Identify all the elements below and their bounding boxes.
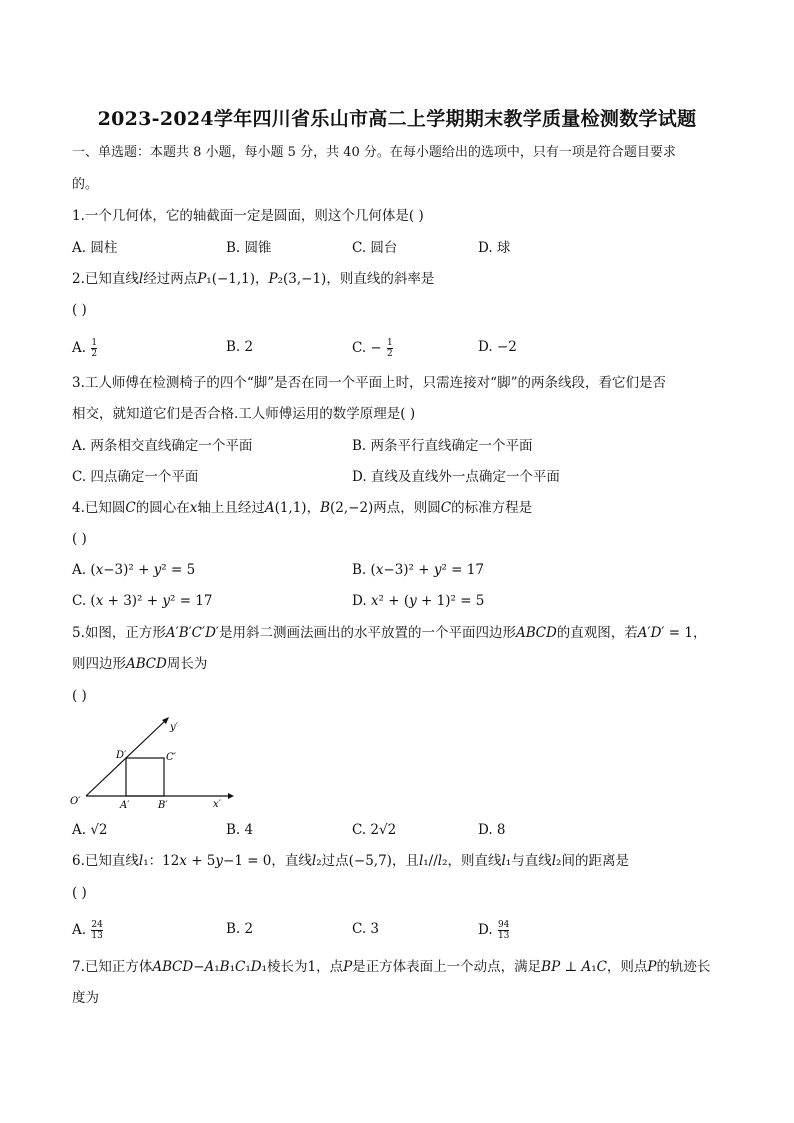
numerator: 1 (91, 338, 98, 348)
q7-stem-line1: 7.已知正方体𝐴𝐵𝐶𝐷−𝐴₁𝐵₁𝐶₁𝐷₁棱长为1，点𝑃是正方体表面上一个动点，满足𝐵𝑃 ⊥ 𝐴₁𝐶，则点𝑃的轨迹长 (72, 959, 711, 975)
q2-option-c (352, 338, 394, 359)
section-instructions-line1: 一、单选题：本题共 8 小题，每小题 5 分，共 40 分。在每小题给出的选项中，只有一项是符合题目要求 (72, 145, 676, 160)
q1-option-d: D. 球 (478, 240, 511, 256)
x-axis-arrow (228, 793, 234, 799)
q5-option-a: A. √2 (72, 822, 108, 838)
numerator: 24 (91, 920, 103, 930)
oblique-axes-diagram (68, 714, 238, 814)
label-c: C′ (166, 752, 176, 763)
label-b: B′ (158, 800, 168, 811)
q7-stem-line2: 度为 (72, 990, 99, 1006)
q6-answer-paren: ( ) (72, 885, 87, 901)
label-d: D′ (116, 750, 127, 761)
q6-option-d (478, 920, 510, 941)
q4-answer-paren: ( ) (72, 531, 87, 547)
q1-option-a: A. 圆柱 (72, 240, 118, 256)
q2-option-c-fraction (387, 338, 393, 359)
q4-stem: 4.已知圆𝐶的圆心在𝑥轴上且经过𝐴(1,1)，𝐵(2,−2)两点，则圆𝐶的标准方程是 (72, 500, 533, 516)
q5-stem-line2: 则四边形𝐴𝐵𝐶𝐷周长为 (72, 656, 208, 672)
numerator: 94 (497, 920, 510, 930)
q2-option-a (72, 338, 98, 359)
q6-option-c: C. 3 (352, 921, 380, 937)
q6-option-a-fraction (91, 920, 102, 941)
q1-stem: 1.一个几何体，它的轴截面一定是圆面，则这个几何体是( ) (72, 208, 424, 224)
q4-option-d: D. 𝑥² + (𝑦 + 1)² = 5 (352, 593, 485, 609)
q6-option-a (72, 920, 104, 941)
label-o: O′ (70, 796, 81, 807)
q3-option-b: B. 两条平行直线确定一个平面 (352, 438, 533, 454)
q3-stem-line1: 3.工人师傅在检测椅子的四个“脚”是否在同一个平面上时，只需连接对“脚”的两条线段，看它们是否 (72, 375, 666, 391)
q6-option-d-fraction (498, 920, 509, 941)
denominator: 2 (91, 349, 98, 359)
q5-option-d: D. 8 (478, 822, 506, 838)
q5-answer-paren: ( ) (72, 688, 87, 704)
q4-option-a: A. (𝑥−3)² + 𝑦² = 5 (72, 562, 196, 578)
section-instructions-line2: 的。 (72, 177, 99, 192)
numerator: 1 (387, 338, 393, 348)
exam-title: 2023-2024学年四川省乐山市高二上学期期末教学质量检测数学试题 (97, 108, 697, 130)
q3-option-c: C. 四点确定一个平面 (72, 469, 199, 485)
q5-option-c: C. 2√2 (352, 822, 397, 838)
q3-option-a: A. 两条相交直线确定一个平面 (72, 438, 253, 454)
label-y: y′ (170, 722, 178, 733)
q5-option-b: B. 4 (226, 822, 254, 838)
q2-stem: 2.已知直线𝑙经过两点𝑃₁(−1,1)，𝑃₂(3,−1)，则直线的斜率是 (72, 271, 435, 287)
q6-option-a-label: A. (72, 922, 87, 938)
q4-option-b: B. (𝑥−3)² + 𝑦² = 17 (352, 562, 484, 578)
q2-option-c-label: C. − (352, 340, 382, 356)
q2-answer-paren: ( ) (72, 302, 87, 318)
label-x: x′ (213, 799, 221, 810)
denominator: 13 (91, 931, 103, 941)
q2-option-b: B. 2 (226, 339, 254, 355)
denominator: 13 (497, 931, 510, 941)
q3-stem-line2: 相交，就知道它们是否合格.工人师傅运用的数学原理是( ) (72, 406, 416, 422)
q2-option-d: D. −2 (478, 339, 517, 355)
q5-stem-line1: 5.如图，正方形𝐴′𝐵′𝐶′𝐷′是用斜二测画法画出的水平放置的一个平面四边形𝐴𝐵𝐶𝐷的直观图，若𝐴′𝐷′ = 1， (72, 625, 707, 641)
denominator: 2 (387, 349, 393, 359)
q5-oblique-drawing-figure (68, 714, 238, 818)
q6-option-b: B. 2 (226, 921, 254, 937)
q4-option-c: C. (𝑥 + 3)² + 𝑦² = 17 (72, 593, 213, 609)
q1-option-c: C. 圆台 (352, 240, 398, 256)
q3-option-d: D. 直线及直线外一点确定一个平面 (352, 469, 560, 485)
label-a: A′ (120, 800, 130, 811)
square-abcd (126, 758, 164, 796)
q2-option-a-fraction (91, 338, 97, 359)
q2-option-a-label: A. (72, 340, 87, 356)
q6-option-d-label: D. (478, 922, 493, 938)
q1-option-b: B. 圆锥 (226, 240, 272, 256)
q6-stem: 6.已知直线𝑙₁：12𝑥 + 5𝑦−1 = 0，直线𝑙₂过点(−5,7)，且𝑙₁//𝑙₂，则直线𝑙₁与直线𝑙₂间的距离是 (72, 853, 629, 869)
